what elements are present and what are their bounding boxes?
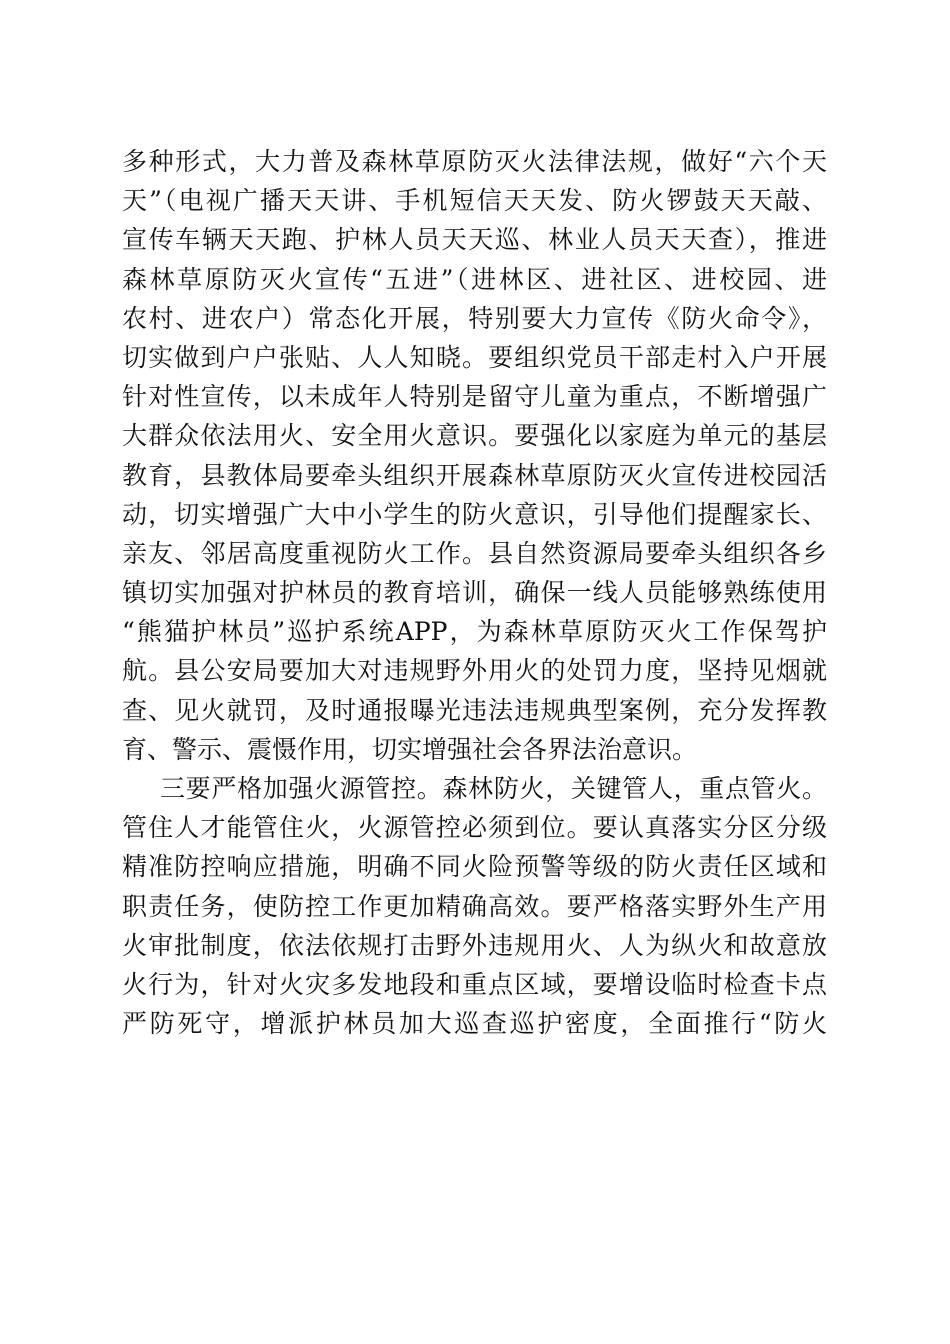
text-line: 动，切实增强广大中小学生的防火意识，引导他们提醒家长、 bbox=[122, 499, 827, 529]
text-line: 航。县公安局要加大对违规野外用火的处罚力度，坚持见烟就 bbox=[122, 656, 827, 686]
text-line: 管住人才能管住火，火源管控必须到位。要认真落实分区分级 bbox=[122, 813, 827, 843]
paragraph-start-line: 三要严格加强火源管控。森林防火，关键管人，重点管火。 bbox=[160, 774, 827, 803]
text-line: 农村、进农户）常态化开展，特别要大力宣传《防火命令》， bbox=[122, 303, 827, 333]
text-line: 职责任务，使防控工作更加精确高效。要严格落实野外生产用 bbox=[122, 891, 827, 921]
text-line: 火行为，针对火灾多发地段和重点区域，要增设临时检查卡点 bbox=[122, 969, 827, 999]
text-line: 大群众依法用火、安全用火意识。要强化以家庭为单元的基层 bbox=[122, 421, 827, 451]
text-line: 火审批制度，依法依规打击野外违规用火、人为纵火和故意放 bbox=[122, 930, 827, 960]
text-line: 切实做到户户张贴、人人知晓。要组织党员干部走村入户开展 bbox=[122, 342, 827, 372]
text-line: 严防死守，增派护林员加大巡查巡护密度，全面推行“防火 bbox=[122, 1009, 827, 1039]
text-line: “熊猫护林员”巡护系统APP，为森林草原防灭火工作保驾护 bbox=[122, 617, 827, 647]
paragraph-end-line: 育、警示、震慑作用，切实增强社会各界法治意识。 bbox=[122, 734, 698, 764]
text-line: 镇切实加强对护林员的教育培训，确保一线人员能够熟练使用 bbox=[122, 578, 827, 608]
text-line: 教育，县教体局要牵头组织开展森林草原防灭火宣传进校园活 bbox=[122, 460, 827, 490]
text-line: 森林草原防灭火宣传“五进”（进林区、进社区、进校园、进 bbox=[122, 264, 827, 294]
body-text bbox=[122, 142, 827, 1043]
text-line: 针对性宣传，以未成年人特别是留守儿童为重点，不断增强广 bbox=[122, 382, 827, 412]
text-line: 查、见火就罚，及时通报曝光违法违规典型案例，充分发挥教 bbox=[122, 695, 827, 725]
text-line: 亲友、邻居高度重视防火工作。县自然资源局要牵头组织各乡 bbox=[122, 538, 827, 568]
text-line: 天”（电视广播天天讲、手机短信天天发、防火锣鼓天天敲、 bbox=[122, 186, 827, 216]
text-line: 精准防控响应措施，明确不同火险预警等级的防火责任区域和 bbox=[122, 852, 827, 882]
text-line: 多种形式，大力普及森林草原防灭火法律法规，做好“六个天 bbox=[122, 147, 827, 176]
text-line: 宣传车辆天天跑、护林人员天天巡、林业人员天天查），推进 bbox=[122, 225, 827, 255]
